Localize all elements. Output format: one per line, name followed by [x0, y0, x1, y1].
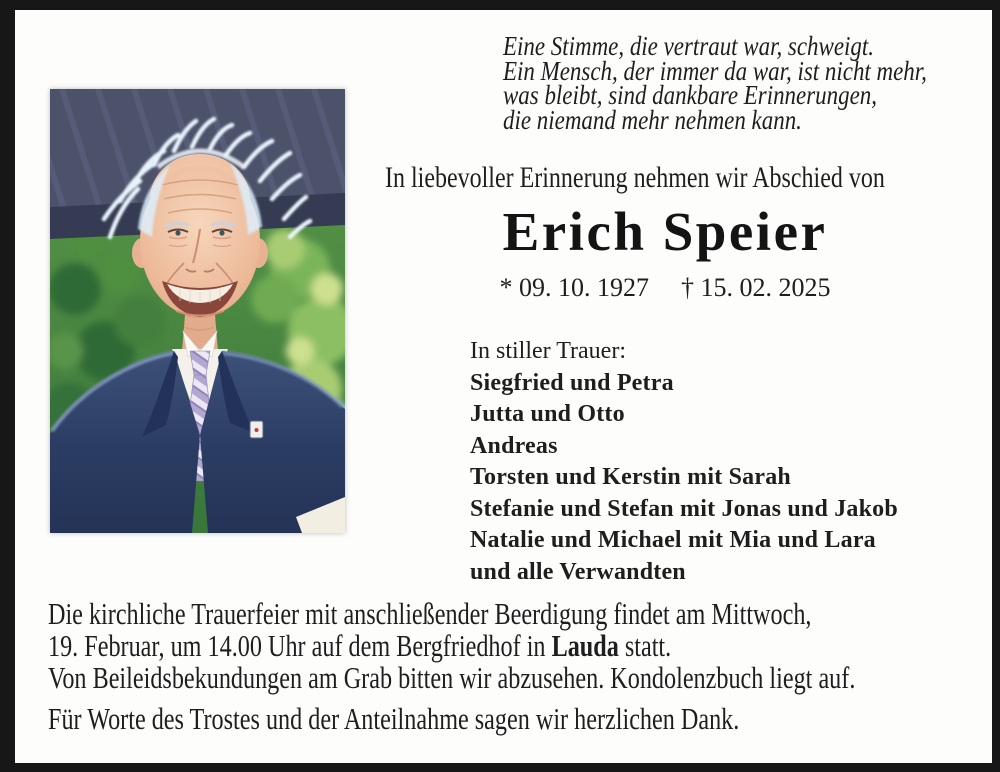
portrait-photo-illustration [50, 89, 345, 533]
birth-date: * 09. 10. 1927 [499, 273, 649, 302]
mourning-heading: In stiller Trauer: [470, 338, 626, 364]
mourner-name: Andreas [470, 432, 558, 459]
portrait-photo [50, 89, 345, 533]
deceased-name: Erich Speier [502, 201, 828, 262]
funeral-line-part: statt. [618, 628, 672, 663]
deceased-name-box [430, 201, 900, 262]
poem-line: Eine Stimme, die vertraut war, schweigt. [503, 31, 874, 61]
lapel-pin [250, 421, 263, 438]
funeral-place: Lauda [551, 628, 619, 663]
life-dates [430, 273, 900, 303]
funeral-line: Von Beileidsbekundungen am Grab bitten wir abzusehen. Kondolenzbuch liegt auf. [48, 660, 856, 695]
mourner-name: Siegfried und Petra [470, 369, 674, 396]
poem-line: Ein Mensch, der immer da war, ist nicht mehr, [503, 55, 927, 86]
poem-line: was bleibt, sind dankbare Erinnerungen, [503, 80, 877, 110]
mourner-name: Stefanie und Stefan mit Jonas und Jakob [470, 495, 898, 522]
mourning-list [470, 336, 898, 588]
poem-line: die niemand mehr nehmen kann. [503, 104, 802, 135]
mourner-name: Jutta und Otto [470, 401, 625, 427]
funeral-details [48, 598, 1000, 694]
memorial-poem [503, 31, 927, 135]
thanks-line: Für Worte des Trostes und der Anteilnahme sagen wir herzlichen Dank. [48, 701, 740, 736]
death-date: † 15. 02. 2025 [681, 273, 831, 302]
mourner-name: Natalie und Michael mit Mia und Lara [470, 527, 876, 553]
funeral-line: Die kirchliche Trauerfeier mit anschließender Beerdigung findet am Mittwoch, [48, 596, 812, 631]
funeral-line-part: 19. Februar, um 14.00 Uhr auf dem Bergfriedhof in [48, 628, 552, 663]
mourner-name: Torsten und Kerstin mit Sarah [470, 464, 791, 490]
funeral-line [48, 630, 855, 662]
intro-text: In liebevoller Erinnerung nehmen wir Abschied von [385, 161, 885, 194]
mourner-name: und alle Verwandten [470, 558, 686, 585]
